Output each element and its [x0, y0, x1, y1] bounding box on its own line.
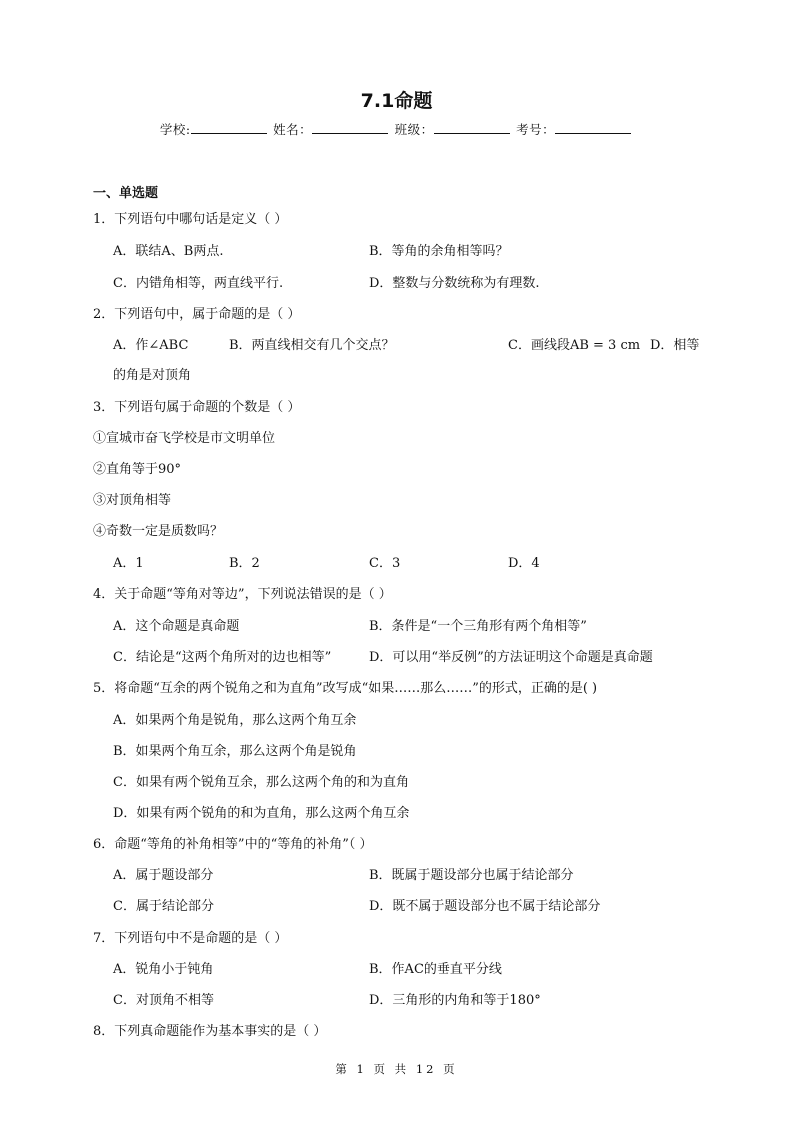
q3-option-c: C．3: [369, 556, 401, 571]
name-blank: [312, 121, 388, 134]
q5-option-c: C．如果有两个锐角互余，那么这两个角的和为直角: [113, 775, 409, 790]
page-title: 7.1命题: [360, 90, 433, 112]
name-label: 姓名：: [273, 122, 313, 137]
q2-option-d: D．相等: [650, 338, 700, 353]
q6-option-b: B．既属于题设部分也属于结论部分: [369, 868, 574, 883]
q4-option-a: A．这个命题是真命题: [113, 619, 240, 634]
question-3-stem: 3．下列语句属于命题的个数是（ ）: [93, 400, 301, 415]
q2-option-a: A．作∠ABC: [113, 338, 189, 353]
class-blank: [434, 121, 510, 134]
q6-option-c: C．属于结论部分: [113, 899, 214, 914]
question-7-stem: 7．下列语句中不是命题的是（ ）: [93, 931, 288, 946]
section-title: 一、单选题: [93, 186, 159, 201]
q5-option-b: B．如果两个角互余，那么这两个角是锐角: [113, 744, 357, 759]
q2-option-c: C．画线段AB = 3 cm: [508, 338, 641, 353]
q3-option-b: B．2: [229, 556, 260, 571]
question-6-stem: 6．命题“等角的补角相等”中的“等角的补角”（ ）: [93, 837, 373, 852]
q4-option-b: B．条件是“一个三角形有两个角相等”: [369, 619, 587, 634]
q4-option-c: C．结论是“这两个角所对的边也相等”: [113, 650, 332, 665]
q7-option-c: C．对顶角不相等: [113, 993, 214, 1008]
q1-option-d: D．整数与分数统称为有理数.: [369, 276, 540, 291]
q3-option-a: A．1: [113, 556, 144, 571]
q1-option-b: B．等角的余角相等吗？: [369, 244, 509, 259]
q6-option-a: A．属于题设部分: [113, 868, 214, 883]
number-label: 考号：: [516, 122, 556, 137]
question-5-stem: 5．将命题“互余的两个锐角之和为直角”改写成“如果……那么……”的形式，正确的是( ): [93, 681, 598, 696]
q6-option-d: D．既不属于题设部分也不属于结论部分: [369, 899, 601, 914]
q1-option-c: C．内错角相等，两直线平行.: [113, 276, 284, 291]
q5-option-a: A．如果两个角是锐角，那么这两个角互余: [113, 713, 357, 728]
question-4-stem: 4．关于命题“等角对等边”，下列说法错误的是（ ）: [93, 587, 392, 602]
q2-continuation: 的角是对顶角: [113, 368, 192, 383]
class-label: 班级：: [394, 122, 434, 137]
question-1-stem: 1．下列语句中哪句话是定义（ ）: [93, 212, 288, 227]
number-blank: [555, 121, 631, 134]
question-2-stem: 2．下列语句中，属于命题的是（ ）: [93, 307, 301, 322]
q7-option-b: B．作AC的垂直平分线: [369, 962, 502, 977]
q1-option-a: A．联结A、B两点.: [113, 244, 224, 259]
q7-option-a: A．锐角小于钝角: [113, 962, 214, 977]
q4-option-d: D．可以用“举反例”的方法证明这个命题是真命题: [369, 650, 653, 665]
school-blank: [191, 121, 267, 134]
q3-option-d: D．4: [508, 556, 540, 571]
school-label: 学校:: [159, 122, 191, 137]
q5-option-d: D．如果有两个锐角的和为直角，那么这两个角互余: [113, 806, 410, 821]
q2-option-b: B．两直线相交有几个交点？: [229, 338, 395, 353]
q3-statement-1: ①宣城市奋飞学校是市文明单位: [93, 431, 276, 446]
q3-statement-2: ②直角等于90°: [93, 462, 182, 477]
question-8-stem: 8．下列真命题能作为基本事实的是（ ）: [93, 1024, 327, 1039]
q7-option-d: D．三角形的内角和等于180°: [369, 993, 541, 1008]
q3-statement-3: ③对顶角相等: [93, 493, 172, 508]
q3-statement-4: ④奇数一定是质数吗？: [93, 524, 224, 539]
page-footer: 第 1 页 共 12 页: [335, 1062, 458, 1076]
student-info-line: [0, 120, 793, 138]
